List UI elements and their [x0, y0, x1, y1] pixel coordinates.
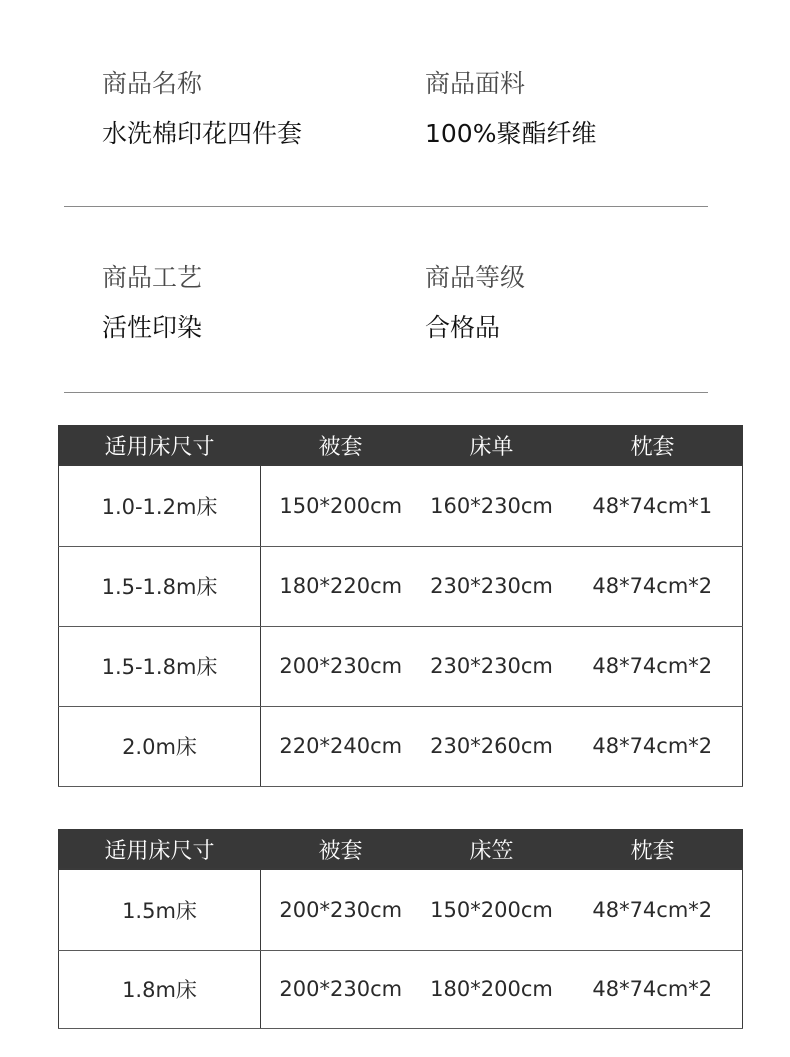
product-name-label: 商品名称: [102, 69, 203, 98]
table-header-row: [59, 830, 743, 870]
bed-size-cell: 1.8m床: [59, 950, 261, 1028]
header-bed-size: 适用床尺寸: [59, 830, 261, 870]
bed-sheet-cell: 230*230cm: [421, 546, 563, 626]
size-table-fitted: [58, 829, 743, 1029]
duvet-cover-cell: 200*230cm: [261, 626, 421, 706]
header-bed-sheet: 床单: [421, 426, 563, 466]
duvet-cover-cell: 180*220cm: [261, 546, 421, 626]
bed-sheet-cell: 230*230cm: [421, 626, 563, 706]
bed-sheet-cell: 160*230cm: [421, 465, 563, 546]
bed-size-cell: 1.0-1.2m床: [59, 465, 261, 546]
table-row: [59, 869, 743, 950]
header-pillowcase: 枕套: [563, 426, 743, 466]
product-grade-value: 合格品: [425, 313, 501, 342]
fitted-sheet-cell: 150*200cm: [421, 869, 563, 950]
duvet-cover-cell: 220*240cm: [261, 706, 421, 786]
product-fabric-value: 100%聚酯纤维: [425, 119, 597, 148]
divider: [64, 392, 708, 393]
table-row: [59, 546, 743, 626]
pillowcase-cell: 48*74cm*2: [563, 869, 743, 950]
bed-size-cell: 2.0m床: [59, 706, 261, 786]
header-fitted-sheet: 床笠: [421, 830, 563, 870]
pillowcase-cell: 48*74cm*2: [563, 706, 743, 786]
pillowcase-cell: 48*74cm*2: [563, 546, 743, 626]
header-duvet-cover: 被套: [261, 426, 421, 466]
pillowcase-cell: 48*74cm*2: [563, 626, 743, 706]
size-table-sheet: [58, 425, 743, 787]
header-duvet-cover: 被套: [261, 830, 421, 870]
duvet-cover-cell: 150*200cm: [261, 465, 421, 546]
fitted-sheet-cell: 180*200cm: [421, 950, 563, 1028]
pillowcase-cell: 48*74cm*2: [563, 950, 743, 1028]
duvet-cover-cell: 200*230cm: [261, 869, 421, 950]
duvet-cover-cell: 200*230cm: [261, 950, 421, 1028]
product-craft-value: 活性印染: [102, 313, 203, 342]
table-row: [59, 950, 743, 1028]
header-pillowcase: 枕套: [563, 830, 743, 870]
pillowcase-cell: 48*74cm*1: [563, 465, 743, 546]
product-grade-label: 商品等级: [425, 263, 526, 292]
divider: [64, 206, 708, 207]
table-row: [59, 626, 743, 706]
bed-size-cell: 1.5-1.8m床: [59, 626, 261, 706]
bed-size-cell: 1.5-1.8m床: [59, 546, 261, 626]
product-fabric-label: 商品面料: [425, 69, 526, 98]
header-bed-size: 适用床尺寸: [59, 426, 261, 466]
table-row: [59, 706, 743, 786]
bed-sheet-cell: 230*260cm: [421, 706, 563, 786]
product-name-value: 水洗棉印花四件套: [102, 119, 303, 148]
bed-size-cell: 1.5m床: [59, 869, 261, 950]
product-craft-label: 商品工艺: [102, 263, 203, 292]
table-row: [59, 465, 743, 546]
table-header-row: [59, 426, 743, 466]
